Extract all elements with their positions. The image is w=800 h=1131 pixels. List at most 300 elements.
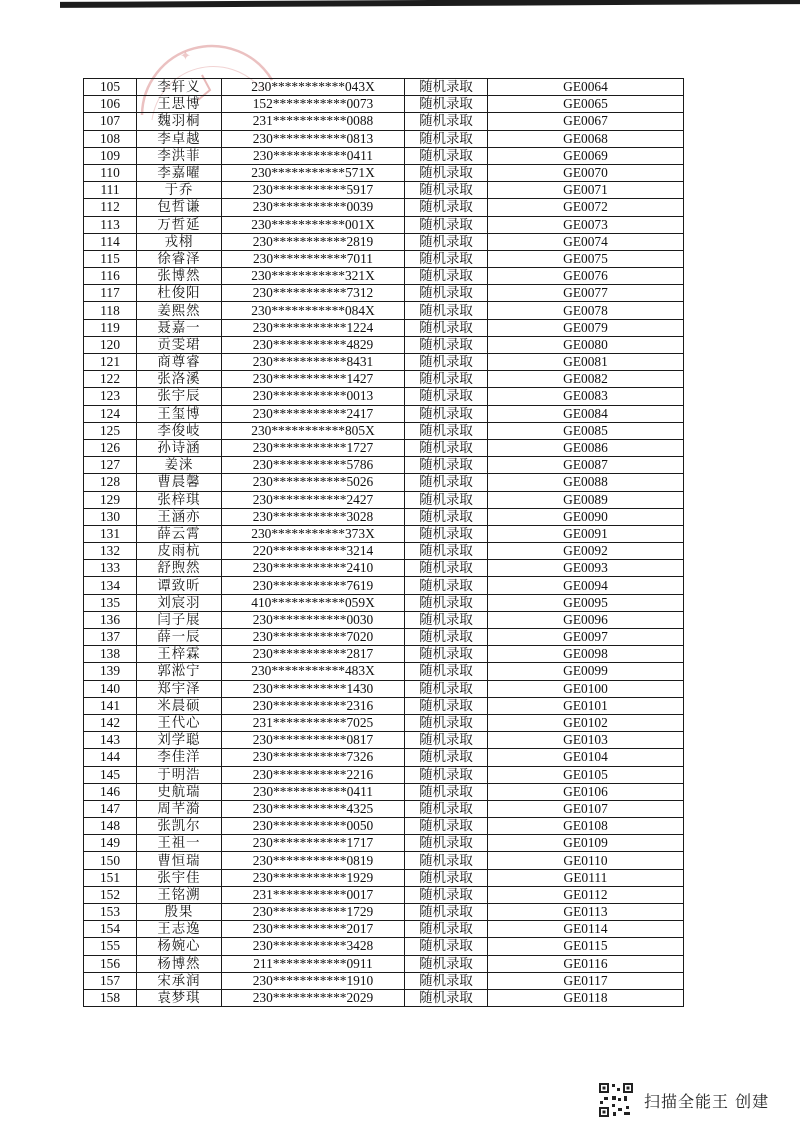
- admission-type-cell: 随机录取: [405, 250, 488, 267]
- table-row: [84, 371, 684, 388]
- admission-type-cell: 随机录取: [405, 525, 488, 542]
- table-row: [84, 783, 684, 800]
- admission-code-cell: GE0097: [488, 629, 684, 646]
- student-name-cell: 宋承润: [137, 972, 222, 989]
- row-number-cell: 143: [84, 732, 137, 749]
- admission-type-cell: 随机录取: [405, 336, 488, 353]
- id-number-cell: 230***********1727: [222, 439, 405, 456]
- student-name-cell: 薛云霄: [137, 525, 222, 542]
- id-number-cell: 230***********7312: [222, 285, 405, 302]
- table-row: [84, 130, 684, 147]
- admission-type-cell: 随机录取: [405, 319, 488, 336]
- admission-code-cell: GE0094: [488, 577, 684, 594]
- student-name-cell: 杨博然: [137, 955, 222, 972]
- table-row: [84, 285, 684, 302]
- admission-code-cell: GE0082: [488, 371, 684, 388]
- table-row: [84, 714, 684, 731]
- admission-code-cell: GE0069: [488, 147, 684, 164]
- student-name-cell: 徐睿泽: [137, 250, 222, 267]
- admission-type-cell: 随机录取: [405, 164, 488, 181]
- admission-code-cell: GE0102: [488, 714, 684, 731]
- admission-code-cell: GE0080: [488, 336, 684, 353]
- admission-code-cell: GE0098: [488, 646, 684, 663]
- student-name-cell: 谭致昕: [137, 577, 222, 594]
- id-number-cell: 230***********3428: [222, 938, 405, 955]
- admission-code-cell: GE0087: [488, 457, 684, 474]
- table-row: [84, 336, 684, 353]
- id-number-cell: 211***********0911: [222, 955, 405, 972]
- row-number-cell: 149: [84, 835, 137, 852]
- admission-code-cell: GE0099: [488, 663, 684, 680]
- admission-type-cell: 随机录取: [405, 646, 488, 663]
- id-number-cell: 410***********059X: [222, 594, 405, 611]
- table-row: [84, 663, 684, 680]
- svg-text:✦: ✦: [180, 49, 191, 64]
- admission-type-cell: 随机录取: [405, 989, 488, 1006]
- student-name-cell: 孙诗涵: [137, 439, 222, 456]
- student-name-cell: 李俊岐: [137, 422, 222, 439]
- scan-edge-bar: [60, 0, 800, 8]
- row-number-cell: 142: [84, 714, 137, 731]
- admission-type-cell: 随机录取: [405, 955, 488, 972]
- admission-type-cell: 随机录取: [405, 508, 488, 525]
- id-number-cell: 230***********7326: [222, 749, 405, 766]
- id-number-cell: 230***********2410: [222, 560, 405, 577]
- admission-type-cell: 随机录取: [405, 852, 488, 869]
- student-name-cell: 殷果: [137, 904, 222, 921]
- student-name-cell: 杨婉心: [137, 938, 222, 955]
- admission-type-cell: 随机录取: [405, 302, 488, 319]
- id-number-cell: 230***********0039: [222, 199, 405, 216]
- student-name-cell: 姜涞: [137, 457, 222, 474]
- admission-code-cell: GE0067: [488, 113, 684, 130]
- table-row: [84, 457, 684, 474]
- admission-code-cell: GE0117: [488, 972, 684, 989]
- admission-code-cell: GE0085: [488, 422, 684, 439]
- table-row: [84, 302, 684, 319]
- admission-code-cell: GE0071: [488, 182, 684, 199]
- student-name-cell: 张宇佳: [137, 869, 222, 886]
- table-row: [84, 79, 684, 96]
- table-row: [84, 989, 684, 1006]
- admission-code-cell: GE0081: [488, 354, 684, 371]
- row-number-cell: 146: [84, 783, 137, 800]
- row-number-cell: 121: [84, 354, 137, 371]
- student-name-cell: 王梓霖: [137, 646, 222, 663]
- id-number-cell: 230***********571X: [222, 164, 405, 181]
- admission-code-cell: GE0113: [488, 904, 684, 921]
- row-number-cell: 137: [84, 629, 137, 646]
- admission-type-cell: 随机录取: [405, 714, 488, 731]
- student-name-cell: 刘学聪: [137, 732, 222, 749]
- admission-type-cell: 随机录取: [405, 835, 488, 852]
- table-row: [84, 594, 684, 611]
- table-row: [84, 199, 684, 216]
- student-name-cell: 贡雯珺: [137, 336, 222, 353]
- admission-type-cell: 随机录取: [405, 439, 488, 456]
- admission-type-cell: 随机录取: [405, 285, 488, 302]
- student-name-cell: 李轩义: [137, 79, 222, 96]
- table-row: [84, 164, 684, 181]
- student-name-cell: 张博然: [137, 268, 222, 285]
- admission-code-cell: GE0090: [488, 508, 684, 525]
- admission-code-cell: GE0107: [488, 800, 684, 817]
- row-number-cell: 105: [84, 79, 137, 96]
- admission-type-cell: 随机录取: [405, 474, 488, 491]
- row-number-cell: 152: [84, 886, 137, 903]
- id-number-cell: 230***********4829: [222, 336, 405, 353]
- student-name-cell: 曹晨馨: [137, 474, 222, 491]
- row-number-cell: 157: [84, 972, 137, 989]
- admission-code-cell: GE0104: [488, 749, 684, 766]
- student-name-cell: 史航瑞: [137, 783, 222, 800]
- row-number-cell: 128: [84, 474, 137, 491]
- admission-code-cell: GE0115: [488, 938, 684, 955]
- student-name-cell: 王代心: [137, 714, 222, 731]
- student-name-cell: 曹恒瑞: [137, 852, 222, 869]
- row-number-cell: 116: [84, 268, 137, 285]
- id-number-cell: 230***********0411: [222, 783, 405, 800]
- id-number-cell: 230***********483X: [222, 663, 405, 680]
- row-number-cell: 112: [84, 199, 137, 216]
- row-number-cell: 127: [84, 457, 137, 474]
- admission-type-cell: 随机录取: [405, 371, 488, 388]
- row-number-cell: 124: [84, 405, 137, 422]
- id-number-cell: 230***********7011: [222, 250, 405, 267]
- id-number-cell: 230***********0030: [222, 611, 405, 628]
- table-row: [84, 938, 684, 955]
- admission-code-cell: GE0075: [488, 250, 684, 267]
- student-name-cell: 袁梦琪: [137, 989, 222, 1006]
- table-row: [84, 560, 684, 577]
- row-number-cell: 154: [84, 921, 137, 938]
- row-number-cell: 132: [84, 543, 137, 560]
- qr-code-icon: [598, 1082, 634, 1118]
- admission-type-cell: 随机录取: [405, 663, 488, 680]
- table-row: [84, 732, 684, 749]
- id-number-cell: 230***********1729: [222, 904, 405, 921]
- id-number-cell: 230***********1929: [222, 869, 405, 886]
- student-name-cell: 万哲延: [137, 216, 222, 233]
- table-row: [84, 972, 684, 989]
- student-name-cell: 李洪菲: [137, 147, 222, 164]
- table-row: [84, 96, 684, 113]
- row-number-cell: 141: [84, 697, 137, 714]
- student-name-cell: 李卓越: [137, 130, 222, 147]
- admission-type-cell: 随机录取: [405, 611, 488, 628]
- admission-type-cell: 随机录取: [405, 577, 488, 594]
- admission-type-cell: 随机录取: [405, 96, 488, 113]
- table-row: [84, 474, 684, 491]
- admission-code-cell: GE0110: [488, 852, 684, 869]
- admission-type-cell: 随机录取: [405, 130, 488, 147]
- admission-type-cell: 随机录取: [405, 147, 488, 164]
- id-number-cell: 230***********4325: [222, 800, 405, 817]
- id-number-cell: 230***********2417: [222, 405, 405, 422]
- student-name-cell: 李嘉曜: [137, 164, 222, 181]
- admission-type-cell: 随机录取: [405, 818, 488, 835]
- admission-code-cell: GE0074: [488, 233, 684, 250]
- admission-code-cell: GE0089: [488, 491, 684, 508]
- admission-code-cell: GE0065: [488, 96, 684, 113]
- row-number-cell: 130: [84, 508, 137, 525]
- row-number-cell: 110: [84, 164, 137, 181]
- id-number-cell: 231***********0088: [222, 113, 405, 130]
- row-number-cell: 125: [84, 422, 137, 439]
- id-number-cell: 230***********084X: [222, 302, 405, 319]
- admission-code-cell: GE0086: [488, 439, 684, 456]
- id-number-cell: 230***********321X: [222, 268, 405, 285]
- table-row: [84, 422, 684, 439]
- admission-code-cell: GE0079: [488, 319, 684, 336]
- table-row: [84, 233, 684, 250]
- table-row: [84, 250, 684, 267]
- table-row: [84, 439, 684, 456]
- row-number-cell: 155: [84, 938, 137, 955]
- admission-code-cell: GE0064: [488, 79, 684, 96]
- student-name-cell: 张梓琪: [137, 491, 222, 508]
- id-number-cell: 230***********2427: [222, 491, 405, 508]
- student-name-cell: 郭淞宁: [137, 663, 222, 680]
- admission-type-cell: 随机录取: [405, 886, 488, 903]
- row-number-cell: 118: [84, 302, 137, 319]
- admission-type-cell: 随机录取: [405, 921, 488, 938]
- table-row: [84, 886, 684, 903]
- admission-code-cell: GE0108: [488, 818, 684, 835]
- admission-type-cell: 随机录取: [405, 233, 488, 250]
- admission-code-cell: GE0118: [488, 989, 684, 1006]
- admission-code-cell: GE0096: [488, 611, 684, 628]
- table-row: [84, 749, 684, 766]
- admission-code-cell: GE0109: [488, 835, 684, 852]
- row-number-cell: 114: [84, 233, 137, 250]
- admission-code-cell: GE0070: [488, 164, 684, 181]
- admission-code-cell: GE0106: [488, 783, 684, 800]
- admission-type-cell: 随机录取: [405, 79, 488, 96]
- student-name-cell: 魏羽桐: [137, 113, 222, 130]
- table-row: [84, 525, 684, 542]
- id-number-cell: 231***********7025: [222, 714, 405, 731]
- admission-code-cell: GE0091: [488, 525, 684, 542]
- table-row: [84, 405, 684, 422]
- admission-code-cell: GE0073: [488, 216, 684, 233]
- student-name-cell: 聂嘉一: [137, 319, 222, 336]
- admission-code-cell: GE0111: [488, 869, 684, 886]
- table-row: [84, 869, 684, 886]
- admission-type-cell: 随机录取: [405, 491, 488, 508]
- row-number-cell: 115: [84, 250, 137, 267]
- row-number-cell: 148: [84, 818, 137, 835]
- table-row: [84, 147, 684, 164]
- student-name-cell: 商尊睿: [137, 354, 222, 371]
- row-number-cell: 119: [84, 319, 137, 336]
- row-number-cell: 139: [84, 663, 137, 680]
- id-number-cell: 230***********3028: [222, 508, 405, 525]
- id-number-cell: 230***********1224: [222, 319, 405, 336]
- id-number-cell: 230***********2817: [222, 646, 405, 663]
- admission-type-cell: 随机录取: [405, 216, 488, 233]
- admission-type-cell: 随机录取: [405, 869, 488, 886]
- id-number-cell: 230***********043X: [222, 79, 405, 96]
- id-number-cell: 230***********2216: [222, 766, 405, 783]
- student-name-cell: 周芊漪: [137, 800, 222, 817]
- admission-code-cell: GE0068: [488, 130, 684, 147]
- row-number-cell: 123: [84, 388, 137, 405]
- row-number-cell: 135: [84, 594, 137, 611]
- admission-type-cell: 随机录取: [405, 783, 488, 800]
- student-name-cell: 刘宸羽: [137, 594, 222, 611]
- row-number-cell: 150: [84, 852, 137, 869]
- student-name-cell: 皮雨杭: [137, 543, 222, 560]
- row-number-cell: 144: [84, 749, 137, 766]
- admission-code-cell: GE0078: [488, 302, 684, 319]
- student-name-cell: 姜熙然: [137, 302, 222, 319]
- table-row: [84, 354, 684, 371]
- student-name-cell: 李佳洋: [137, 749, 222, 766]
- student-name-cell: 王玺博: [137, 405, 222, 422]
- id-number-cell: 230***********0013: [222, 388, 405, 405]
- admission-type-cell: 随机录取: [405, 697, 488, 714]
- table-row: [84, 766, 684, 783]
- student-name-cell: 王祖一: [137, 835, 222, 852]
- student-name-cell: 舒煦然: [137, 560, 222, 577]
- admission-code-cell: GE0101: [488, 697, 684, 714]
- student-name-cell: 于明浩: [137, 766, 222, 783]
- table-row: [84, 955, 684, 972]
- admission-type-cell: 随机录取: [405, 972, 488, 989]
- admission-type-cell: 随机录取: [405, 457, 488, 474]
- row-number-cell: 134: [84, 577, 137, 594]
- row-number-cell: 131: [84, 525, 137, 542]
- id-number-cell: 230***********1430: [222, 680, 405, 697]
- admission-type-cell: 随机录取: [405, 904, 488, 921]
- table-row: [84, 629, 684, 646]
- admission-type-cell: 随机录取: [405, 732, 488, 749]
- admission-code-cell: GE0095: [488, 594, 684, 611]
- student-name-cell: 薛一辰: [137, 629, 222, 646]
- table-row: [84, 388, 684, 405]
- admission-type-cell: 随机录取: [405, 560, 488, 577]
- id-number-cell: 230***********1427: [222, 371, 405, 388]
- id-number-cell: 230***********5026: [222, 474, 405, 491]
- table-row: [84, 543, 684, 560]
- student-name-cell: 王思博: [137, 96, 222, 113]
- id-number-cell: 230***********0817: [222, 732, 405, 749]
- id-number-cell: 230***********7619: [222, 577, 405, 594]
- admission-code-cell: GE0093: [488, 560, 684, 577]
- admission-type-cell: 随机录取: [405, 268, 488, 285]
- admission-type-cell: 随机录取: [405, 405, 488, 422]
- id-number-cell: 230***********5917: [222, 182, 405, 199]
- id-number-cell: 230***********0411: [222, 147, 405, 164]
- id-number-cell: 220***********3214: [222, 543, 405, 560]
- table-row: [84, 904, 684, 921]
- table-row: [84, 319, 684, 336]
- admission-code-cell: GE0076: [488, 268, 684, 285]
- id-number-cell: 230***********7020: [222, 629, 405, 646]
- id-number-cell: 230***********1717: [222, 835, 405, 852]
- row-number-cell: 120: [84, 336, 137, 353]
- row-number-cell: 106: [84, 96, 137, 113]
- table-row: [84, 216, 684, 233]
- row-number-cell: 108: [84, 130, 137, 147]
- admission-code-cell: GE0092: [488, 543, 684, 560]
- admission-type-cell: 随机录取: [405, 354, 488, 371]
- row-number-cell: 153: [84, 904, 137, 921]
- admission-code-cell: GE0077: [488, 285, 684, 302]
- admission-type-cell: 随机录取: [405, 543, 488, 560]
- id-number-cell: 230***********8431: [222, 354, 405, 371]
- student-name-cell: 郑宇泽: [137, 680, 222, 697]
- table-row: [84, 697, 684, 714]
- table-row: [84, 268, 684, 285]
- table-row: [84, 818, 684, 835]
- student-name-cell: 王志逸: [137, 921, 222, 938]
- table-row: [84, 182, 684, 199]
- row-number-cell: 156: [84, 955, 137, 972]
- row-number-cell: 122: [84, 371, 137, 388]
- row-number-cell: 147: [84, 800, 137, 817]
- admission-code-cell: GE0100: [488, 680, 684, 697]
- row-number-cell: 138: [84, 646, 137, 663]
- admission-roster-table: [83, 78, 684, 1007]
- admission-type-cell: 随机录取: [405, 629, 488, 646]
- row-number-cell: 145: [84, 766, 137, 783]
- admission-code-cell: GE0083: [488, 388, 684, 405]
- student-name-cell: 王涵亦: [137, 508, 222, 525]
- student-name-cell: 米晨硕: [137, 697, 222, 714]
- admission-type-cell: 随机录取: [405, 749, 488, 766]
- table-row: [84, 852, 684, 869]
- student-name-cell: 杜俊阳: [137, 285, 222, 302]
- row-number-cell: 117: [84, 285, 137, 302]
- id-number-cell: 230***********2819: [222, 233, 405, 250]
- table-row: [84, 611, 684, 628]
- admission-code-cell: GE0114: [488, 921, 684, 938]
- table-row: [84, 113, 684, 130]
- id-number-cell: 230***********0813: [222, 130, 405, 147]
- id-number-cell: 230***********0050: [222, 818, 405, 835]
- table-row: [84, 800, 684, 817]
- id-number-cell: 230***********001X: [222, 216, 405, 233]
- id-number-cell: 230***********1910: [222, 972, 405, 989]
- admission-code-cell: GE0084: [488, 405, 684, 422]
- admission-type-cell: 随机录取: [405, 938, 488, 955]
- student-name-cell: 张宇辰: [137, 388, 222, 405]
- admission-code-cell: GE0112: [488, 886, 684, 903]
- student-name-cell: 于乔: [137, 182, 222, 199]
- student-name-cell: 张凯尔: [137, 818, 222, 835]
- row-number-cell: 136: [84, 611, 137, 628]
- roster-table-body: [84, 79, 684, 1007]
- row-number-cell: 107: [84, 113, 137, 130]
- table-row: [84, 835, 684, 852]
- table-row: [84, 680, 684, 697]
- admission-type-cell: 随机录取: [405, 800, 488, 817]
- row-number-cell: 140: [84, 680, 137, 697]
- student-name-cell: 张洛溪: [137, 371, 222, 388]
- admission-code-cell: GE0088: [488, 474, 684, 491]
- row-number-cell: 129: [84, 491, 137, 508]
- id-number-cell: 230***********373X: [222, 525, 405, 542]
- student-name-cell: 包哲谦: [137, 199, 222, 216]
- id-number-cell: 230***********805X: [222, 422, 405, 439]
- table-row: [84, 646, 684, 663]
- admission-code-cell: GE0072: [488, 199, 684, 216]
- id-number-cell: 230***********2017: [222, 921, 405, 938]
- id-number-cell: 230***********2316: [222, 697, 405, 714]
- row-number-cell: 158: [84, 989, 137, 1006]
